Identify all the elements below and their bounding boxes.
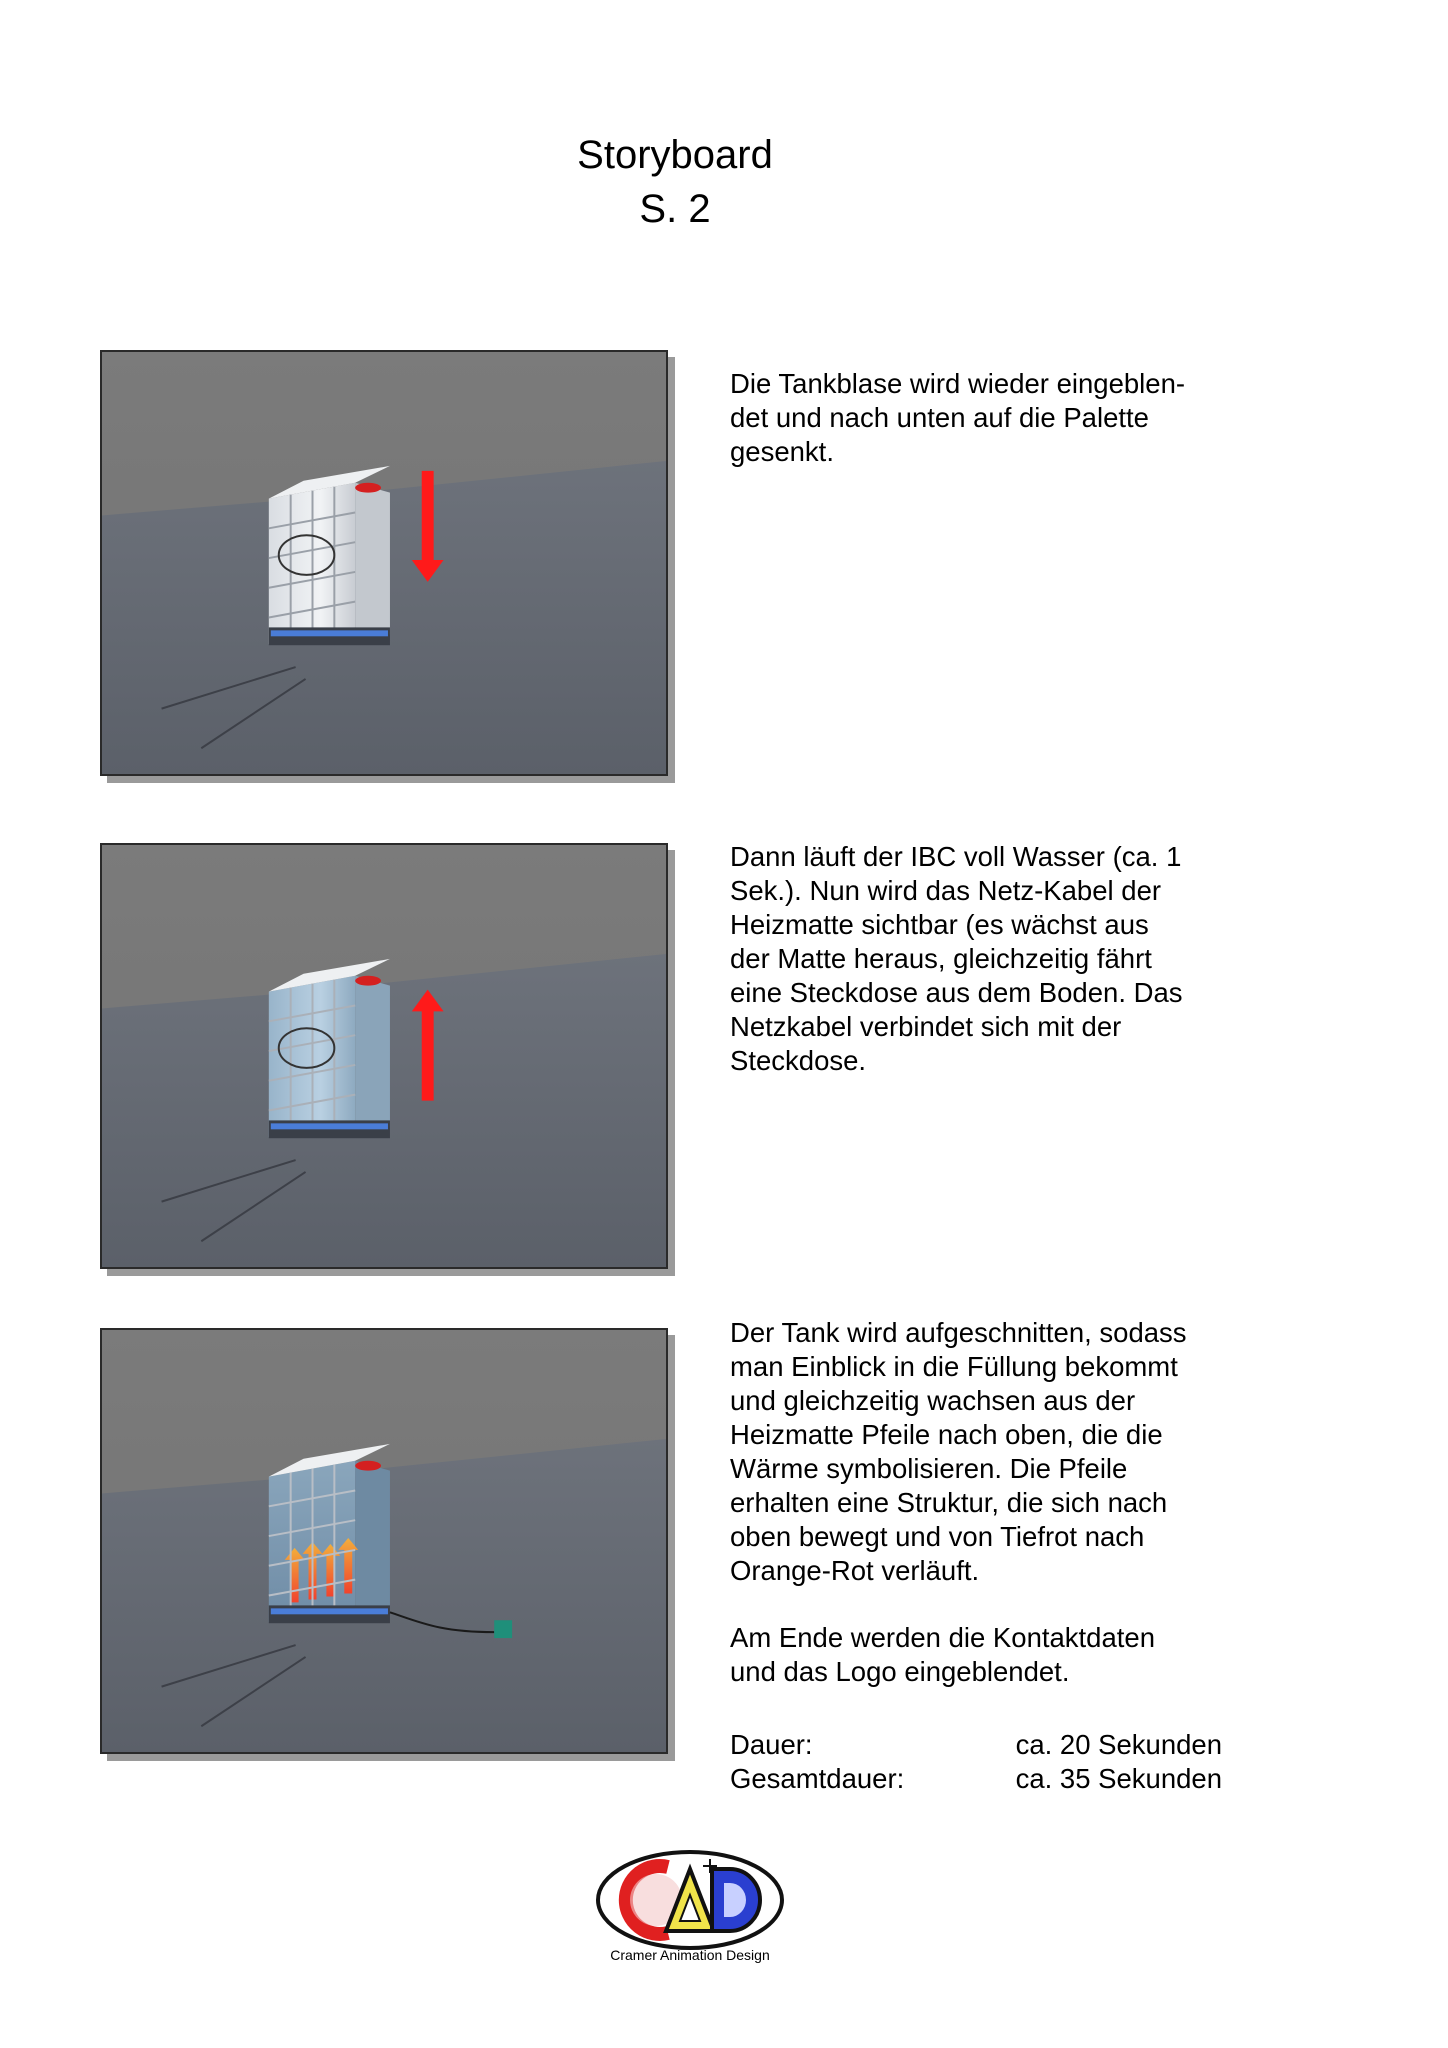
total-duration-value: ca. 35 Sekunden <box>1015 1763 1222 1794</box>
scene-1-render-image <box>100 350 668 776</box>
page-number: S. 2 <box>639 187 711 231</box>
scene-2-description: Dann läuft der IBC voll Wasser (ca. 1 Sek.). Nun wird das Netz-Kabel der Heizmatte sichtbar (es wächst aus der Matte heraus, gleichzeitig fährt eine Steckdose aus dem Boden. Das Netzkabel verbindet sich mit der Steckdose. <box>730 841 1183 1076</box>
scene-1-description: Die Tankblase wird wieder eingeblen- det und nach unten auf die Palette gesenkt. <box>730 368 1186 467</box>
scene-2-render-image <box>100 843 668 1269</box>
scene-3-ending-note: Am Ende werden die Kontaktdaten und das Logo eingeblendet. <box>730 1622 1156 1687</box>
duration-value: ca. 20 Sekunden <box>1015 1729 1222 1760</box>
logo-caption: Cramer Animation Design <box>610 1947 770 1963</box>
scene-3-description: Der Tank wird aufgeschnitten, sodass man Einblick in die Füllung bekommt und gleichzeitig wachsen aus der Heizmatte Pfeile nach oben, die die Wärme symbolisieren. Die Pfeile erhalten eine Struktur, die sich nach oben bewegt und von Tiefrot nach Orange-Rot verläuft. <box>730 1317 1187 1586</box>
page-title: Storyboard <box>577 133 773 177</box>
duration-label: Dauer: <box>730 1729 813 1760</box>
total-duration-label: Gesamtdauer: <box>730 1763 905 1794</box>
scene-3-render-image <box>100 1328 668 1754</box>
